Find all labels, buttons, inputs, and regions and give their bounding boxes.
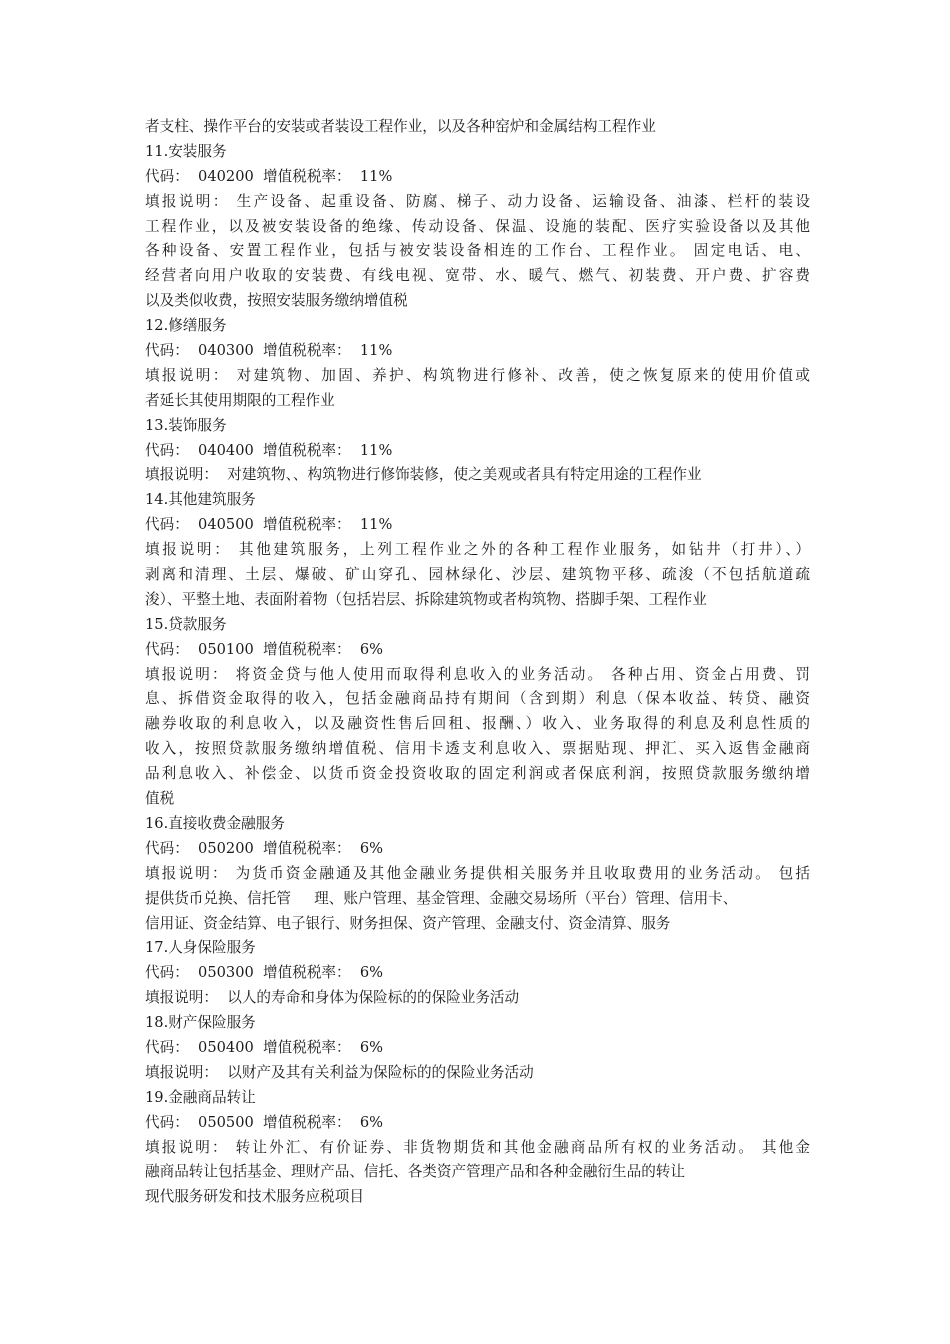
section-heading: 17.人身保险服务: [145, 939, 256, 957]
text-line: 填报说明： 将资金贷与他人使用而取得利息收入的业务活动。 各种占用、资金占用费、罚: [145, 665, 810, 683]
code-rate-line: 代码： 050500 增值税税率： 6%: [145, 1113, 384, 1131]
text-line: 收入，按照贷款服务缴纳增值税、信用卡透支利息收入、票据贴现、押汇、买入返售金融商: [145, 740, 810, 758]
text-line: 填报说明： 对建筑物、加固、养护、构筑物进行修补、改善，使之恢复原来的使用价值或: [145, 366, 810, 384]
closing-heading: 现代服务研发和技术服务应税项目: [145, 1188, 364, 1206]
text-line: 提供货币兑换、信托管 理、账户管理、基金管理、金融交易场所（平台）管理、信用卡、: [145, 889, 738, 907]
code-rate-line: 代码： 050200 增值税税率： 6%: [145, 839, 384, 857]
section-heading: 13.装饰服务: [145, 416, 227, 434]
text-line: 以及类似收费，按照安装服务缴纳增值税: [145, 292, 408, 310]
section-heading: 19.金融商品转让: [145, 1088, 256, 1106]
text-line: 品利息收入、补偿金、以货币资金投资收取的固定利润或者保底利润，按照贷款服务缴纳增: [145, 765, 810, 783]
code-rate-line: 代码： 040200 增值税税率： 11%: [145, 167, 393, 185]
document-body: [145, 115, 810, 1210]
text-line: 填报说明： 以财产及其有关利益为保险标的的保险业务活动: [145, 1063, 534, 1081]
text-line: 值税: [145, 790, 175, 808]
code-rate-line: 代码： 040400 增值税税率： 11%: [145, 441, 393, 459]
text-line: 信用证、资金结算、电子银行、财务担保、资产管理、金融支付、资金清算、服务: [145, 914, 671, 932]
section-heading: 12.修缮服务: [145, 317, 227, 335]
text-line: 经营者向用户收取的安装费、有线电视、宽带、水、暖气、燃气、初装费、开户费、扩容费: [145, 267, 810, 285]
text-line: 者延长其使用期限的工程作业: [145, 391, 335, 409]
text-line: 工程作业，以及被安装设备的绝缘、传动设备、保温、设施的装配、医疗实验设备以及其他: [145, 217, 810, 235]
text-line: 融券收取的利息收入，以及融资性售后回租、报酬、）收入、业务取得的利息及利息性质的: [145, 715, 810, 733]
code-rate-line: 代码： 040300 增值税税率： 11%: [145, 342, 393, 360]
text-line: 息、拆借资金取得的收入，包括金融商品持有期间（含到期）利息（保本收益、转贷、融资: [145, 690, 810, 708]
text-line: 填报说明： 对建筑物、、构筑物进行修饰装修，使之美观或者具有特定用途的工程作业: [145, 466, 702, 484]
text-line: 剥离和清理、土层、爆破、矿山穿孔、园林绿化、沙层、建筑物平移、疏浚（不包括航道疏: [145, 566, 810, 584]
code-rate-line: 代码： 050400 增值税税率： 6%: [145, 1038, 384, 1056]
code-rate-line: 代码： 040500 增值税税率： 11%: [145, 516, 393, 534]
text-line: 者支柱、操作平台的安装或者装设工程作业，以及各种窑炉和金属结构工程作业: [145, 118, 656, 135]
text-line: 各种设备、安置工程作业，包括与被安装设备相连的工作台、工程作业。 固定电话、电、: [145, 242, 810, 260]
text-line: 填报说明： 其他建筑服务，上列工程作业之外的各种工程作业服务，如钻井（打井）、）: [145, 541, 810, 559]
section-heading: 16.直接收费金融服务: [145, 814, 285, 832]
section-heading: 14.其他建筑服务: [145, 491, 256, 509]
text-line: 融商品转让包括基金、理财产品、信托、各类资产管理产品和各种金融衍生品的转让: [145, 1163, 685, 1181]
section-heading: 18.财产保险服务: [145, 1014, 256, 1032]
text-line: 浚）、平整土地、表面附着物（包括岩层、拆除建筑物或者构筑物、搭脚手架、工程作业: [145, 590, 707, 608]
text-line: 填报说明： 生产设备、起重设备、防腐、梯子、动力设备、运输设备、油漆、栏杆的装设: [145, 192, 810, 210]
text-line: 填报说明： 转让外汇、有价证券、非货物期货和其他金融商品所有权的业务活动。 其他金: [145, 1138, 810, 1156]
text-line: 填报说明： 为货币资金融通及其他金融业务提供相关服务并且收取费用的业务活动。 包括: [145, 864, 810, 882]
text-line: 填报说明： 以人的寿命和身体为保险标的的保险业务活动: [145, 989, 520, 1007]
code-rate-line: 代码： 050300 增值税税率： 6%: [145, 964, 384, 982]
section-heading: 11.安装服务: [145, 142, 227, 160]
code-rate-line: 代码： 050100 增值税税率： 6%: [145, 640, 384, 658]
section-heading: 15.贷款服务: [145, 615, 227, 633]
